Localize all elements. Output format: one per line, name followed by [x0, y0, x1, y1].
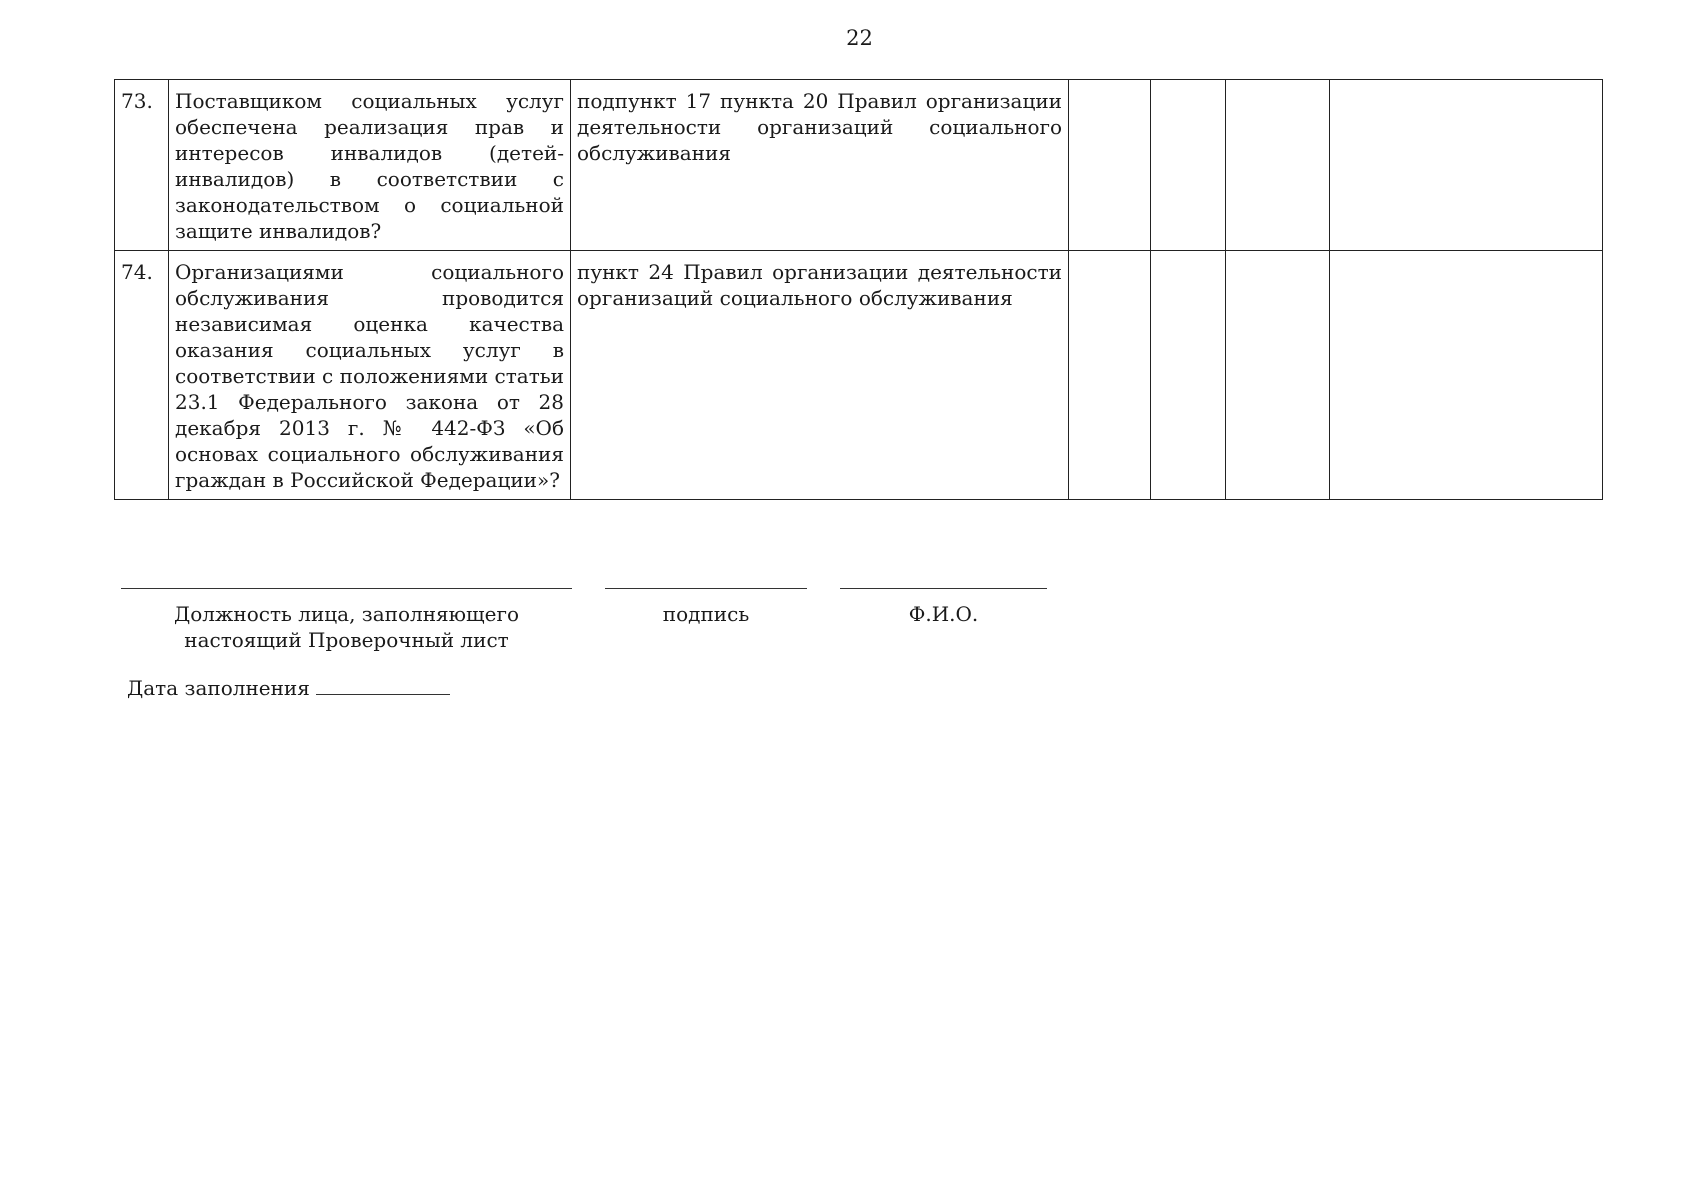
page-number: 22: [846, 26, 873, 50]
signature-line[interactable]: [605, 588, 807, 589]
requirement-question: Организациями социального обслуживания проводится независимая оценка качества оказания социальных услуг в соответствии с положениями статьи 23.1 Федерального закона от 28 декабря 2013 г. № 442-ФЗ «Об основах социального обслуживания граждан в Российской Федерации»?: [169, 251, 571, 500]
signature-label: подпись: [662, 602, 750, 626]
notes-cell[interactable]: [1330, 80, 1603, 251]
row-number: 74.: [115, 251, 169, 500]
table-row: [115, 251, 1603, 500]
answer-yes-cell[interactable]: [1069, 251, 1151, 500]
full-name-label: Ф.И.О.: [908, 602, 979, 626]
position-label: Должность лица, заполняющего настоящий Проверочный лист: [173, 602, 520, 652]
fill-date-label: Дата заполнения: [127, 676, 310, 700]
legal-reference: подпункт 17 пункта 20 Правил организации деятельности организаций социального обслуживания: [571, 80, 1069, 251]
requirement-question: Поставщиком социальных услуг обеспечена реализация прав и интересов инвалидов (детей-инвалидов) в соответствии с законодательством о социальной защите инвалидов?: [169, 80, 571, 251]
legal-reference: пункт 24 Правил организации деятельности организаций социального обслуживания: [571, 251, 1069, 500]
fill-date-row: [127, 674, 450, 701]
answer-no-cell[interactable]: [1151, 251, 1226, 500]
fill-date-blank[interactable]: [316, 674, 450, 695]
checklist-table: [114, 79, 1603, 500]
answer-na-cell[interactable]: [1226, 251, 1330, 500]
row-number: 73.: [115, 80, 169, 251]
notes-cell[interactable]: [1330, 251, 1603, 500]
table-row: [115, 80, 1603, 251]
answer-na-cell[interactable]: [1226, 80, 1330, 251]
answer-yes-cell[interactable]: [1069, 80, 1151, 251]
answer-no-cell[interactable]: [1151, 80, 1226, 251]
position-signature-line[interactable]: [121, 588, 572, 589]
name-signature-line[interactable]: [840, 588, 1047, 589]
